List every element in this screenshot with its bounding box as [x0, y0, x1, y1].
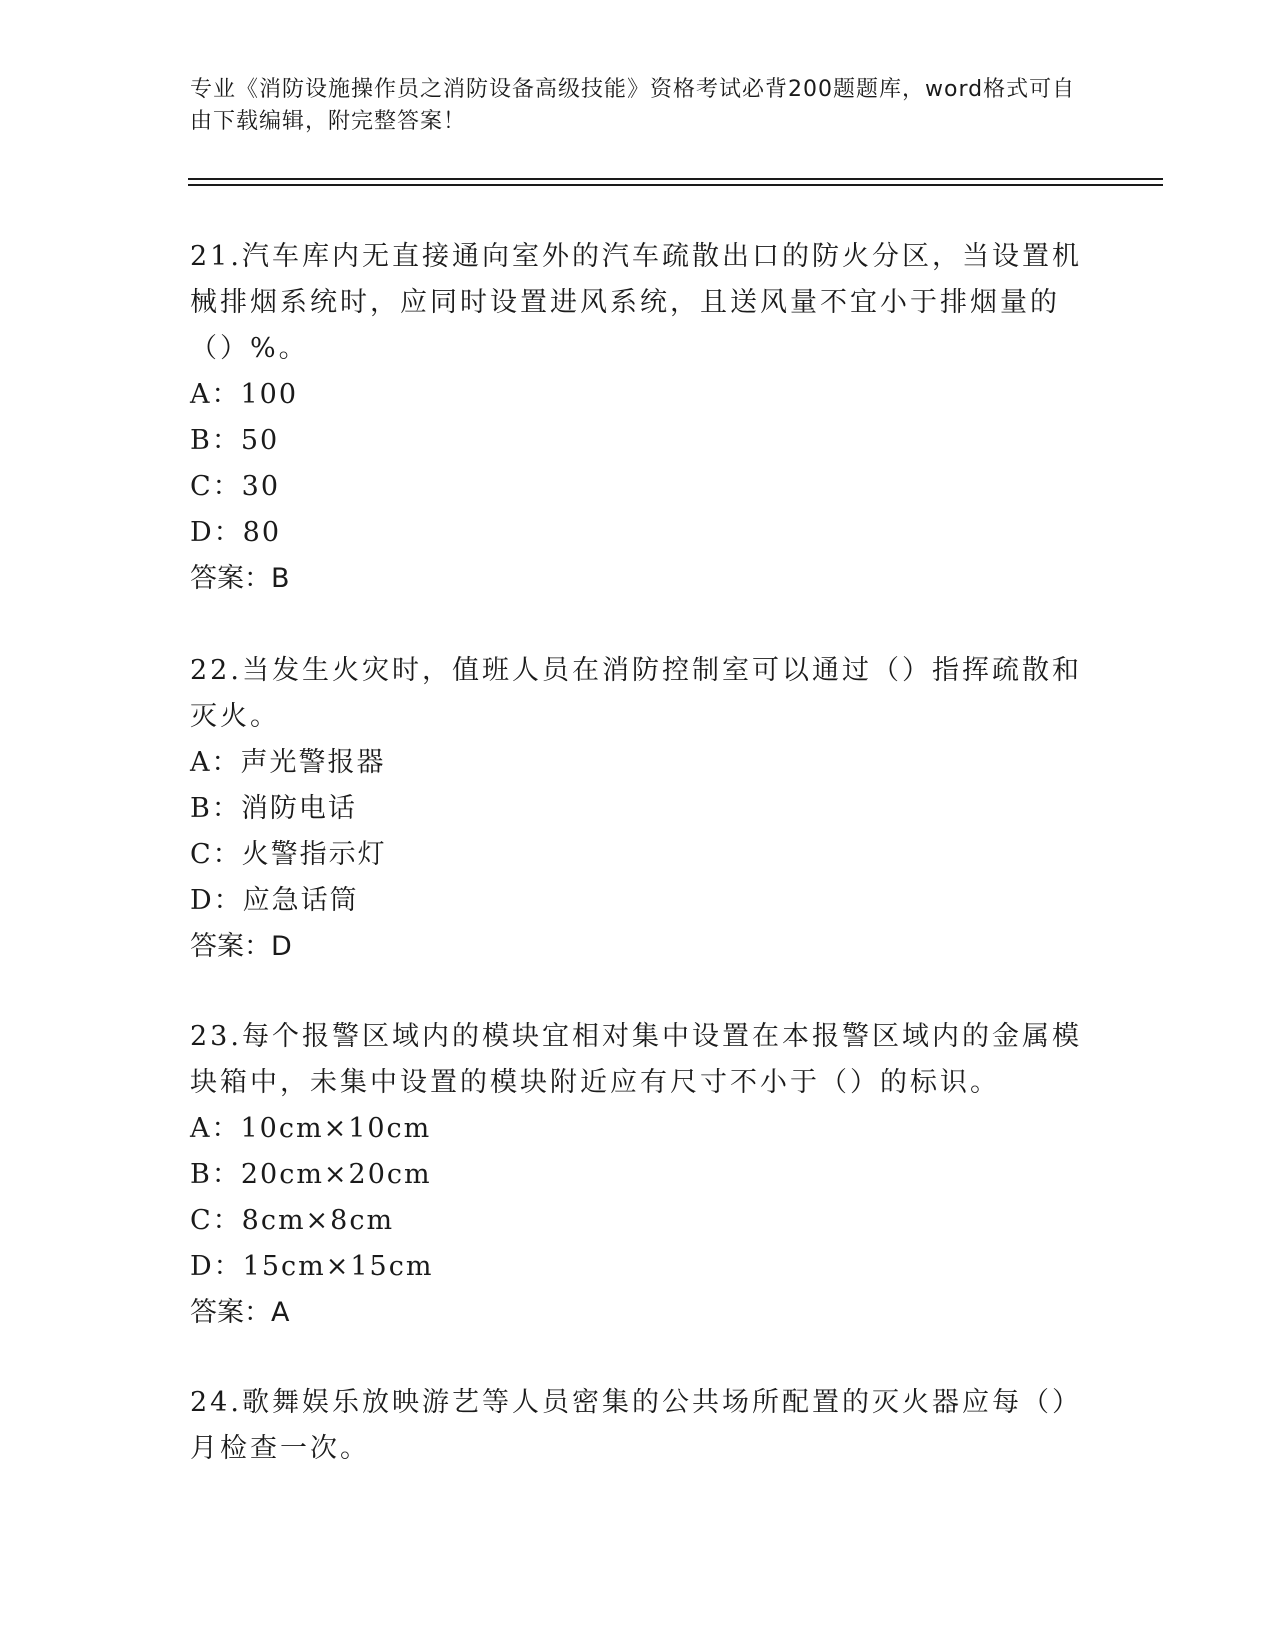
- option-d: D：15cm×15cm: [190, 1251, 434, 1282]
- option-c: C：火警指示灯: [190, 839, 387, 870]
- option-d: D：80: [190, 517, 282, 548]
- document-header: 专业《消防设施操作员之消防设备高级技能》资格考试必背200题题库，word格式可自由下载编辑，附完整答案！: [190, 77, 1076, 134]
- option-b: B：20cm×20cm: [190, 1159, 432, 1190]
- option-a: A：声光警报器: [190, 747, 386, 778]
- question-stem: 24.歌舞娱乐放映游艺等人员密集的公共场所配置的灭火器应每（）月检查一次。: [190, 1387, 1082, 1464]
- option-a: A：10cm×10cm: [190, 1113, 432, 1144]
- answer-line: 答案：B: [190, 563, 290, 594]
- question-21: [190, 234, 1090, 602]
- question-stem: 23.每个报警区域内的模块宜相对集中设置在本报警区域内的金属模块箱中，未集中设置的模块附近应有尺寸不小于（）的标识。: [190, 1021, 1082, 1098]
- option-c: C：30: [190, 471, 281, 502]
- header-divider-bottom: [188, 184, 1163, 186]
- header-divider-top: [188, 178, 1163, 180]
- option-a: A：100: [190, 379, 299, 410]
- question-22: [190, 648, 1090, 970]
- option-b: B：50: [190, 425, 280, 456]
- question-23: [190, 1014, 1090, 1336]
- question-24: [190, 1380, 1090, 1472]
- answer-line: 答案：D: [190, 931, 292, 962]
- option-d: D：应急话筒: [190, 885, 359, 916]
- answer-line: 答案：A: [190, 1297, 290, 1328]
- question-stem: 21.汽车库内无直接通向室外的汽车疏散出口的防火分区，当设置机械排烟系统时，应同时设置进风系统，且送风量不宜小于排烟量的（）%。: [190, 241, 1082, 364]
- option-c: C：8cm×8cm: [190, 1205, 395, 1236]
- option-b: B：消防电话: [190, 793, 357, 824]
- question-stem: 22.当发生火灾时，值班人员在消防控制室可以通过（）指挥疏散和灭火。: [190, 655, 1082, 732]
